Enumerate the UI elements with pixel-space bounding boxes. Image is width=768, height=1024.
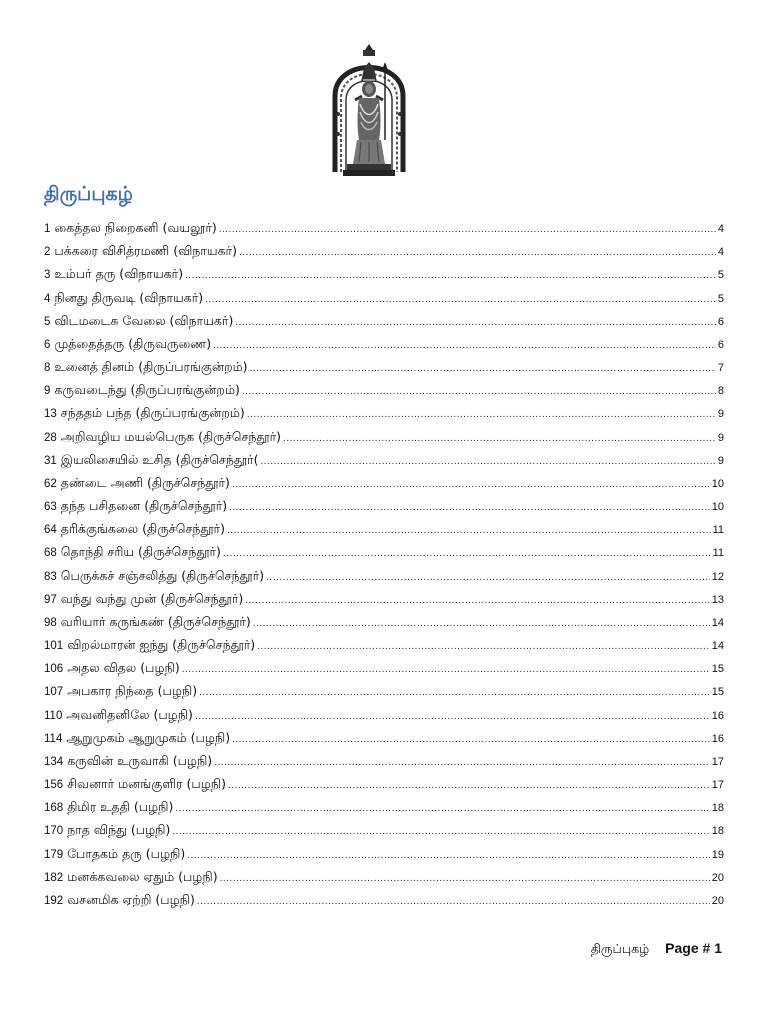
toc-dot-leader [187, 844, 710, 867]
footer-title: திருப்புகழ் [590, 941, 650, 956]
toc-entry[interactable] [44, 679, 724, 702]
toc-dot-leader [197, 890, 710, 913]
toc-dot-leader [235, 311, 716, 334]
toc-entry-title: வரியார் கருங்கண் (திருச்செந்தூர்) [60, 613, 251, 629]
toc-dot-leader [213, 334, 716, 357]
toc-entry-title: பெருக்கச் சஞ்சலித்து (திருச்செந்தூர்) [60, 567, 265, 583]
toc-entry-number: 28 [44, 431, 57, 444]
toc-entry-number: 2 [44, 246, 51, 259]
toc-entry-number: 5 [44, 315, 51, 328]
toc-entry-number: 98 [44, 616, 57, 629]
toc-dot-leader [242, 380, 716, 403]
toc-entry-number: 107 [44, 686, 64, 699]
toc-entry-page: 11 [712, 547, 724, 560]
toc-entry-page: 10 [711, 501, 724, 514]
toc-entry[interactable] [44, 309, 724, 332]
toc-entry[interactable] [44, 749, 724, 772]
toc-heading: திருப்புகழ் [44, 183, 133, 205]
toc-entry[interactable] [44, 262, 724, 285]
toc-entry-title: தந்த பசிதனை (திருச்செந்தூர்) [60, 498, 228, 514]
toc-entry-page: 17 [711, 755, 724, 768]
toc-entry-page: 11 [712, 524, 724, 537]
toc-entry-number: 110 [44, 709, 63, 722]
toc-entry-page: 15 [711, 686, 724, 699]
toc-entry-page: 4 [717, 223, 724, 235]
toc-entry-page: 16 [711, 709, 724, 722]
toc-dot-leader [182, 658, 710, 681]
toc-dot-leader [220, 867, 710, 890]
toc-dot-leader [253, 612, 710, 635]
toc-entry-title: மனக்கவலை ஏதும் (பழநி) [67, 868, 218, 884]
toc-entry-number: 97 [44, 593, 57, 606]
toc-entry-number: 101 [44, 640, 64, 653]
toc-entry[interactable] [44, 587, 724, 610]
toc-entry-page: 18 [711, 825, 724, 838]
toc-entry[interactable] [44, 494, 724, 517]
toc-entry-title: விடமடைசு வேலை (விநாயகர்) [54, 312, 234, 328]
toc-entry-title: விறல்மாரன் ஐந்து (திருச்செந்தூர்) [67, 637, 256, 653]
toc-entry-page: 14 [711, 616, 724, 629]
toc-dot-leader [219, 218, 716, 241]
toc-entry[interactable] [44, 795, 724, 818]
toc-entry-page: 18 [711, 802, 724, 815]
toc-dot-leader [283, 427, 716, 450]
toc-entry-title: இயலிசையில் உசித (திருச்செந்தூர்( [60, 451, 259, 467]
toc-entry-title: நினது திருவடி (விநாயகர்) [54, 289, 204, 305]
toc-entry-page: 20 [711, 894, 724, 907]
toc-entry-title: கருவடைந்து (திருப்பரங்குன்றம்) [54, 382, 240, 398]
footer-page-number: Page # 1 [665, 940, 722, 956]
toc-entry[interactable] [44, 401, 724, 424]
toc-entry[interactable] [44, 656, 724, 679]
toc-dot-leader [175, 797, 709, 820]
toc-entry-number: 83 [44, 570, 57, 583]
toc-entry[interactable] [44, 239, 724, 262]
toc-entry[interactable] [44, 703, 724, 726]
toc-entry[interactable] [44, 633, 724, 656]
toc-entry-title: கைத்தல நிறைகனி (வயலூர்) [54, 220, 217, 235]
toc-entry-page: 8 [717, 385, 724, 398]
toc-dot-leader [257, 635, 710, 658]
toc-dot-leader [199, 681, 710, 704]
toc-dot-leader [195, 705, 710, 728]
toc-entry-page: 19 [711, 848, 724, 861]
toc-entry[interactable] [44, 448, 724, 471]
toc-entry-number: 31 [44, 454, 57, 467]
toc-dot-leader [227, 519, 711, 542]
toc-entry-title: திமிர உததி (பழநி) [67, 799, 174, 815]
toc-dot-leader [185, 264, 716, 287]
toc-entry-number: 4 [44, 292, 51, 305]
toc-entry-number: 179 [44, 848, 64, 861]
toc-entry-title: உனைத் தினம் (திருப்பரங்குன்றம்) [54, 359, 248, 375]
toc-dot-leader [214, 751, 710, 774]
toc-entry-number: 6 [44, 338, 51, 351]
toc-entry-title: தரிக்குங்கலை (திருச்செந்தூர்) [60, 521, 225, 537]
toc-entry-title: ஆறுமுகம் ஆறுமுகம் (பழநி) [66, 729, 231, 745]
toc-entry-number: 3 [44, 269, 51, 282]
toc-entry-page: 4 [717, 246, 724, 259]
toc-entry[interactable] [44, 818, 724, 841]
toc-entry-title: பக்கரை விசித்ரமணி (விநாயகர்) [54, 243, 237, 259]
toc-entry-page: 14 [711, 640, 724, 653]
toc-entry-page: 17 [711, 779, 724, 792]
toc-entry[interactable] [44, 286, 724, 309]
toc-entry-title: கருவின் உருவாகி (பழநி) [67, 752, 213, 768]
toc-entry-page: 15 [711, 663, 724, 676]
toc-entry-number: 1 [44, 223, 51, 235]
toc-entry[interactable] [44, 865, 724, 888]
toc-entry-page: 13 [711, 593, 724, 606]
toc-entry[interactable] [44, 772, 724, 795]
toc-entry[interactable] [44, 540, 724, 563]
toc-entry[interactable] [44, 378, 724, 401]
toc-entry-page: 5 [717, 269, 724, 282]
toc-entry-page: 5 [717, 292, 724, 305]
toc-entry-title: அறிவழிய மயல்பெருக (திருச்செந்தூர்) [60, 428, 282, 444]
toc-entry-number: 64 [44, 524, 57, 537]
toc-entry-page: 7 [717, 362, 724, 375]
toc-entry-number: 13 [44, 408, 57, 421]
toc-entry[interactable] [44, 842, 724, 865]
toc-entry-number: 134 [44, 755, 64, 768]
toc-entry[interactable] [44, 332, 724, 355]
toc-entry-title: தண்டை அணி (திருச்செந்தூர்) [60, 474, 230, 490]
toc-entry-title: போதகம் தரு (பழநி) [67, 845, 186, 861]
toc-entry-number: 168 [44, 802, 64, 815]
toc-dot-leader [205, 288, 716, 311]
toc-dot-leader [250, 357, 716, 380]
toc-entry-title: அபகார நிந்தை (பழநி) [67, 683, 198, 699]
toc-entry-number: 170 [44, 825, 64, 838]
toc-entry-number: 182 [44, 871, 64, 884]
toc-entry-page: 20 [711, 871, 724, 884]
toc-dot-leader [232, 473, 710, 496]
toc-entry[interactable] [44, 471, 724, 494]
toc-entry-page: 6 [717, 315, 724, 328]
toc-entry-page: 9 [717, 408, 724, 421]
toc-entry-title: அதல விதல (பழநி) [67, 660, 180, 676]
toc-dot-leader [260, 450, 715, 473]
toc-entry-page: 16 [711, 732, 724, 745]
toc-dot-leader [247, 403, 716, 426]
table-of-contents [44, 216, 724, 911]
toc-entry[interactable] [44, 425, 724, 448]
toc-entry-title: முத்தைத்தரு (திருவருணை) [54, 335, 212, 351]
toc-entry-number: 68 [44, 547, 57, 560]
murugan-deity-illustration [329, 44, 409, 178]
toc-entry-number: 8 [44, 362, 51, 375]
toc-dot-leader [239, 241, 716, 264]
toc-entry[interactable] [44, 355, 724, 378]
toc-dot-leader [172, 820, 709, 843]
toc-entry-title: உம்பர் தரு (விநாயகர்) [54, 266, 184, 282]
toc-entry[interactable] [44, 564, 724, 587]
page-footer [591, 940, 722, 958]
toc-entry-title: அவனிதனிலே (பழநி) [66, 706, 193, 722]
toc-entry-number: 62 [44, 477, 57, 490]
toc-entry-page: 9 [717, 454, 724, 467]
toc-dot-leader [232, 728, 710, 751]
toc-entry-title: தொந்தி சரிய (திருச்செந்தூர்) [60, 544, 221, 560]
toc-entry-title: வந்து வந்து முன் (திருச்செந்தூர்) [60, 590, 244, 606]
toc-entry[interactable] [44, 726, 724, 749]
toc-entry-number: 114 [44, 732, 63, 745]
toc-entry-number: 156 [44, 779, 64, 792]
toc-entry-page: 12 [711, 570, 724, 583]
toc-dot-leader [223, 542, 711, 565]
toc-entry-page: 9 [717, 431, 724, 444]
toc-dot-leader [245, 589, 710, 612]
toc-entry[interactable] [44, 610, 724, 633]
toc-entry-title: சிவனார் மனங்குளிர (பழநி) [67, 776, 226, 792]
toc-entry-page: 10 [711, 477, 724, 490]
toc-entry-title: சந்ததம் பந்த (திருப்பரங்குன்றம்) [60, 405, 245, 421]
toc-entry-number: 106 [44, 663, 64, 676]
toc-dot-leader [228, 774, 710, 797]
toc-entry-title: நாத விந்து (பழநி) [67, 822, 171, 838]
toc-entry-number: 63 [44, 501, 57, 514]
toc-entry[interactable] [44, 888, 724, 911]
toc-entry[interactable] [44, 517, 724, 540]
toc-dot-leader [229, 496, 710, 519]
toc-entry-number: 192 [44, 894, 64, 907]
toc-entry-number: 9 [44, 385, 51, 398]
toc-entry-page: 6 [717, 338, 724, 351]
toc-entry-title: வசனமிக ஏற்றி (பழநி) [67, 891, 195, 907]
toc-dot-leader [266, 566, 710, 589]
toc-entry[interactable] [44, 216, 724, 239]
